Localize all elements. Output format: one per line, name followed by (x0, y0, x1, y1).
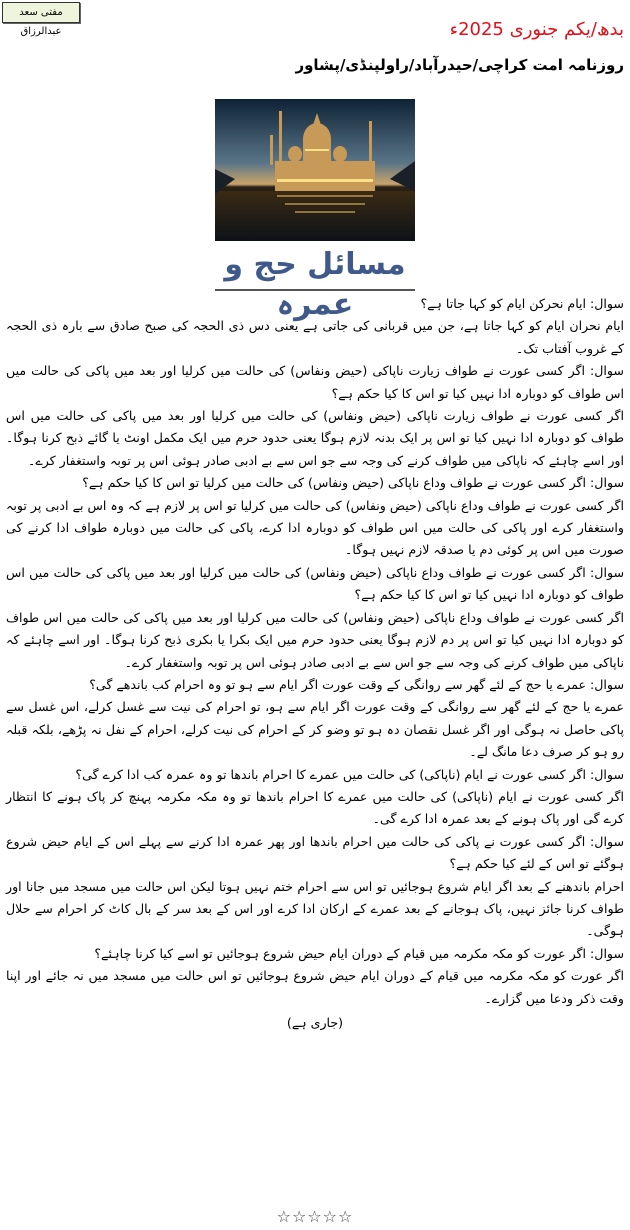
mosque-at-night-image (215, 99, 415, 241)
question-text: سوال: عمرے یا حج کے لئے گھر سے روانگی کے وقت عورت اگر ایام سے ہو تو وہ احرام کب باندھے گی؟ (89, 676, 624, 692)
question-text: سوال: اگر عورت کو مکہ مکرمہ میں قیام کے دوران ایام حیض شروع ہوجائیں تو اسے کیا کرنا چاہئے؟ (94, 945, 624, 961)
publication-date: بدھ/یکم جنوری 2025ء (449, 19, 624, 40)
continued-label: (جاری ہے) (286, 1015, 344, 1030)
question-text: سوال: اگر کسی عورت نے طواف زیارت ناپاکی (حیض ونفاس) کی حالت میں کرلیا اور بعد میں پاکی کی حالت میں اس طواف کو دوبارہ ادا نہیں کیا تو اس کا کیا حکم ہے؟ (6, 363, 624, 401)
question-text: سوال: اگر کسی عورت نے طواف وداع ناپاکی (حیض ونفاس) کی حالت میں کرلیا تو اس کا کیا حکم ہے؟ (82, 475, 624, 491)
article-body (6, 293, 624, 1034)
question-text: سوال: اگر کسی عورت نے طواف وداع ناپاکی (حیض ونفاس) کی حالت میں کرلیا اور بعد میں پاکی کی حالت میں اس طواف کو دوبارہ ادا نہیں کیا تو اس کا کیا حکم ہے؟ (6, 564, 624, 603)
answer-text: اگر کسی عورت نے طواف وداع ناپاکی (حیض ونفاس) کی حالت میں کرلیا تو اس پر لازم ہے کہ وہ اس بے ادبی پر توبہ واستغفار کرے اور پاکی کی حالت میں اس طواف کو دوبارہ ادا کرے، پاکی کی حالت میں دوبارہ طواف ادا کرنے کی صورت میں اس پر کوئی دم یا صدقہ لازم نہیں ہوگا۔ (6, 497, 624, 558)
star-separator-icon: ☆☆☆☆☆ (276, 1207, 354, 1226)
article-title-art: مسائل حج و عمرہ (215, 245, 415, 291)
answer-text: احرام باندھنے کے بعد اگر ایام شروع ہوجائیں تو اس سے احرام ختم نہیں ہوتا لیکن اس حالت میں مسجد میں جانا اور طواف کرنا جائز نہیں، پاک ہوجانے کے بعد عمرے کے ارکان ادا کرے اور اس کے بعد سر کے بال کاٹ کر احرام سے حلال ہوگی۔ (6, 878, 624, 939)
answer-text: اگر کسی عورت نے ایام (ناپاکی) کی حالت میں عمرے کا احرام باندھا تو وہ مکہ مکرمہ پہنچ کر پاک ہونے کا انتظار کرے گی اور پاک ہونے کے بعد عمرہ ادا کرے گی۔ (6, 788, 624, 827)
question-text: سوال: اگر کسی عورت نے پاکی کی حالت میں احرام باندھا اور پھر عمرہ ادا کرنے سے پہلے اس کے ایام حیض شروع ہوگئے تو اس کے لئے کیا حکم ہے؟ (6, 833, 624, 872)
newspaper-source: روزنامہ امت کراچی/حیدرآباد/راولپنڈی/پشاور (295, 56, 624, 74)
answer-text: ایام نحران ایام کو کہا جاتا ہے، جن میں قربانی کی جاتی ہے یعنی دس ذی الحجہ کی صبح صادق سے بارہ ذی الحجہ کے غروب آفتاب تک۔ (6, 318, 624, 356)
answer-text: اگر کسی عورت نے طواف زیارت ناپاکی (حیض ونفاس) کی حالت میں کرلیا اور بعد میں پاکی کی حالت میں اس طواف کو دوبارہ ادا نہیں کیا تو اس پر ایک بدنہ لازم ہوگا یعنی حدود حرم میں ایک مکمل اونٹ یا گائے ذبح کرنا ہوگا۔ اور اسے چاہئے کہ ناپاکی میں طواف کرنے کی وجہ سے جو اس سے بے ادبی صادر ہوئی اس پر توبہ واستغفار کرے۔ (6, 408, 624, 468)
question-text: سوال: اگر کسی عورت نے ایام (ناپاکی) کی حالت میں عمرے کا احرام باندھا تو وہ عمرہ کب ادا کرے گی؟ (75, 766, 624, 782)
answer-text: اگر کسی عورت نے طواف وداع ناپاکی (حیض ونفاس) کی حالت میں کرلیا اور بعد میں پاکی کی حالت میں اس طواف کو دوبارہ ادا نہیں کیا تو اس پر دم لازم ہوگا یعنی حدود حرم میں ایک بکرا یا بکری ذبح کرنا ہوگا۔ اور اسے چاہئے کہ ناپاکی میں طواف کرنے کی وجہ سے جو اس سے بے ادبی صادر ہوئی اس پر توبہ واستغفار کرے۔ (6, 609, 624, 670)
answer-text: عمرے یا حج کے لئے گھر سے روانگی کے وقت عورت اگر ایام سے ہو، تو احرام کی نیت سے غسل کرلے، اس غسل سے پاکی حاصل نہ ہوگی اور اگر غسل نقصان دہ ہو تو وضو کر کے احرام کی نیت کرلے، احرام کے نفل نہ پڑھے، بلکہ قبلہ رو ہو کر صرف دعا مانگ لے۔ (6, 699, 624, 760)
author-name-box: مفتی سعد عبدالرزاق (2, 2, 80, 23)
answer-text: اگر عورت کو مکہ مکرمہ میں قیام کے دوران ایام حیض شروع ہوجائیں تو اس حالت میں مسجد میں نہ جائے اور اپنا وقت ذکر ودعا میں گزارے۔ (6, 968, 624, 1006)
question-text: سوال: ایام نحرکن ایام کو کہا جاتا ہے؟ (420, 296, 624, 311)
